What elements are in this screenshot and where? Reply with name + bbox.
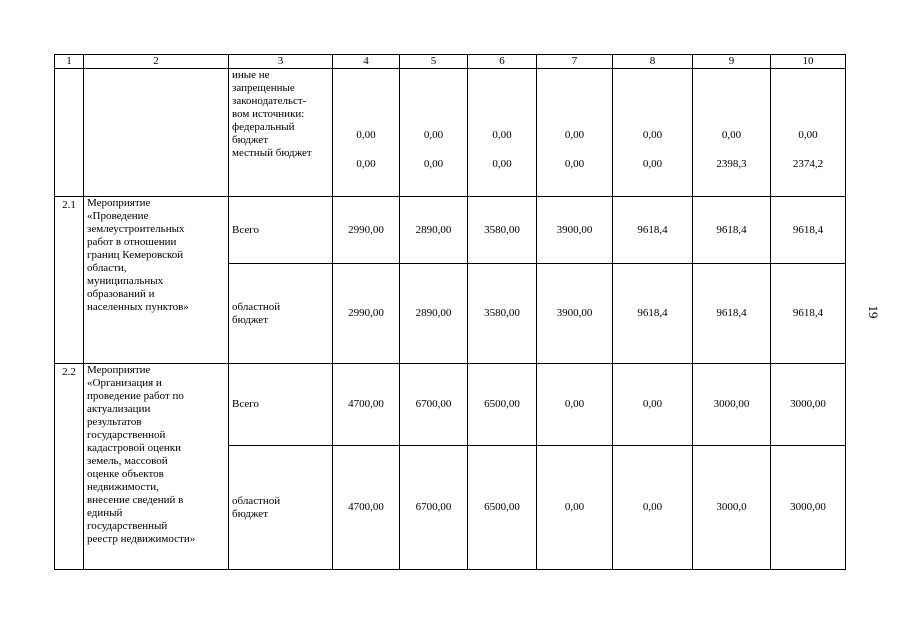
item-name xyxy=(84,364,229,570)
federal-value: 0,00 xyxy=(423,129,444,141)
federal-value: 0,00 xyxy=(798,129,818,141)
item-name-line: Мероприятие xyxy=(87,364,151,376)
item-name-line: области, xyxy=(87,262,127,274)
value-cell: 3900,00 xyxy=(537,197,613,264)
column-header: 5 xyxy=(400,55,468,69)
column-header: 2 xyxy=(84,55,229,69)
item-name-line: единый xyxy=(87,507,123,519)
value-cell: 6700,00 xyxy=(400,364,468,446)
value-cell xyxy=(333,69,400,197)
item-name-line: «Проведение xyxy=(87,210,149,222)
value-cell: 0,00 xyxy=(613,364,693,446)
column-header: 6 xyxy=(468,55,537,69)
item-name-line: государственной xyxy=(87,429,166,441)
item-number: 2.1 xyxy=(55,197,84,364)
value-cell: 0,00 xyxy=(537,364,613,446)
value-cell xyxy=(400,69,468,197)
column-header: 1 xyxy=(55,55,84,69)
item-name-line: земель, массовой xyxy=(87,455,168,467)
item-name-line: образований и xyxy=(87,288,155,300)
table-row-2-1-total xyxy=(55,197,846,264)
value-cell: 3000,00 xyxy=(771,364,846,446)
value-cell: 3000,0 xyxy=(693,446,771,570)
funding-source-line: областной xyxy=(232,300,281,313)
funding-source-total: Всего xyxy=(229,364,333,446)
item-name-line: Мероприятие xyxy=(87,197,151,209)
federal-value: 0,00 xyxy=(492,129,512,141)
item-name-line: реестр недвижимости» xyxy=(87,533,196,545)
funding-source-line: бюджет xyxy=(232,507,268,520)
federal-value: 0,00 xyxy=(564,129,585,141)
value-cell: 3580,00 xyxy=(468,197,537,264)
table-header-row xyxy=(55,55,846,69)
item-number: 2.2 xyxy=(55,364,84,570)
value-cell: 3000,00 xyxy=(693,364,771,446)
value-cell: 9618,4 xyxy=(771,197,846,264)
local-value: 2374,2 xyxy=(792,158,824,170)
local-value: 0,00 xyxy=(564,158,585,170)
federal-value: 0,00 xyxy=(721,129,742,141)
funding-source-total: Всего xyxy=(229,197,333,264)
item-name-line: границ Кемеровской xyxy=(87,249,184,261)
column-header: 7 xyxy=(537,55,613,69)
item-name xyxy=(84,197,229,364)
item-name-line: землеустроительных xyxy=(87,223,185,235)
funding-source-cell xyxy=(229,69,333,197)
page-number: 19 xyxy=(866,305,881,319)
funding-source-regional xyxy=(229,446,333,570)
value-cell xyxy=(613,69,693,197)
value-cell: 9618,4 xyxy=(613,264,693,364)
value-cell: 2890,00 xyxy=(400,264,468,364)
value-cell xyxy=(771,69,846,197)
value-cell xyxy=(537,69,613,197)
row-name-empty xyxy=(84,69,229,197)
value-cell: 4700,00 xyxy=(333,364,400,446)
value-cell: 6500,00 xyxy=(468,364,537,446)
table-row-2-2-total xyxy=(55,364,846,446)
item-name-line: актуализации xyxy=(87,403,151,415)
value-cell: 4700,00 xyxy=(333,446,400,570)
item-name-line: «Организация и xyxy=(87,377,162,389)
item-name-line: недвижимости, xyxy=(87,481,159,493)
value-cell xyxy=(693,69,771,197)
column-header: 9 xyxy=(693,55,771,69)
column-header: 3 xyxy=(229,55,333,69)
item-name-line: проведение работ по xyxy=(87,390,184,402)
local-value: 0,00 xyxy=(423,158,444,170)
federal-value: 0,00 xyxy=(356,129,376,141)
funding-source-line: бюджет xyxy=(232,134,268,146)
value-cell: 0,00 xyxy=(537,446,613,570)
value-cell xyxy=(468,69,537,197)
item-name-line: внесение сведений в xyxy=(87,494,184,506)
item-name-line: работ в отношении xyxy=(87,236,177,248)
value-cell: 9618,4 xyxy=(771,264,846,364)
table-row-other-sources xyxy=(55,69,846,197)
funding-source-line: местный бюджет xyxy=(232,147,312,159)
value-cell: 6500,00 xyxy=(468,446,537,570)
value-cell: 6700,00 xyxy=(400,446,468,570)
value-cell: 3580,00 xyxy=(468,264,537,364)
value-cell: 3000,00 xyxy=(771,446,846,570)
value-cell: 0,00 xyxy=(613,446,693,570)
item-name-line: результатов xyxy=(87,416,142,428)
column-header: 4 xyxy=(333,55,400,69)
value-cell: 2990,00 xyxy=(333,264,400,364)
value-cell: 2990,00 xyxy=(333,197,400,264)
budget-table xyxy=(54,54,846,570)
value-cell: 9618,4 xyxy=(693,264,771,364)
value-cell: 2890,00 xyxy=(400,197,468,264)
item-name-line: населенных пунктов» xyxy=(87,301,189,313)
funding-source-line: бюджет xyxy=(232,313,268,326)
local-value: 0,00 xyxy=(492,158,512,170)
local-value: 0,00 xyxy=(356,158,376,170)
value-cell: 9618,4 xyxy=(693,197,771,264)
funding-source-line: вом источники: xyxy=(232,108,305,120)
funding-source-line: областной xyxy=(232,494,281,507)
item-name-line: государственный xyxy=(87,520,168,532)
item-name-line: оценке объектов xyxy=(87,468,164,480)
value-cell: 9618,4 xyxy=(613,197,693,264)
funding-source-line: законодательст- xyxy=(232,95,307,107)
funding-source-line: федеральный xyxy=(232,121,295,133)
federal-value: 0,00 xyxy=(642,129,663,141)
item-name-line: кадастровой оценки xyxy=(87,442,182,454)
local-value: 0,00 xyxy=(642,158,663,170)
column-header: 10 xyxy=(771,55,846,69)
local-value: 2398,3 xyxy=(716,158,747,170)
funding-source-line: запрещенные xyxy=(232,82,295,94)
funding-source-regional xyxy=(229,264,333,364)
value-cell: 3900,00 xyxy=(537,264,613,364)
item-name-line: муниципальных xyxy=(87,275,164,287)
row-number-empty xyxy=(55,69,84,197)
funding-source-line: иные не xyxy=(232,69,270,81)
column-header: 8 xyxy=(613,55,693,69)
